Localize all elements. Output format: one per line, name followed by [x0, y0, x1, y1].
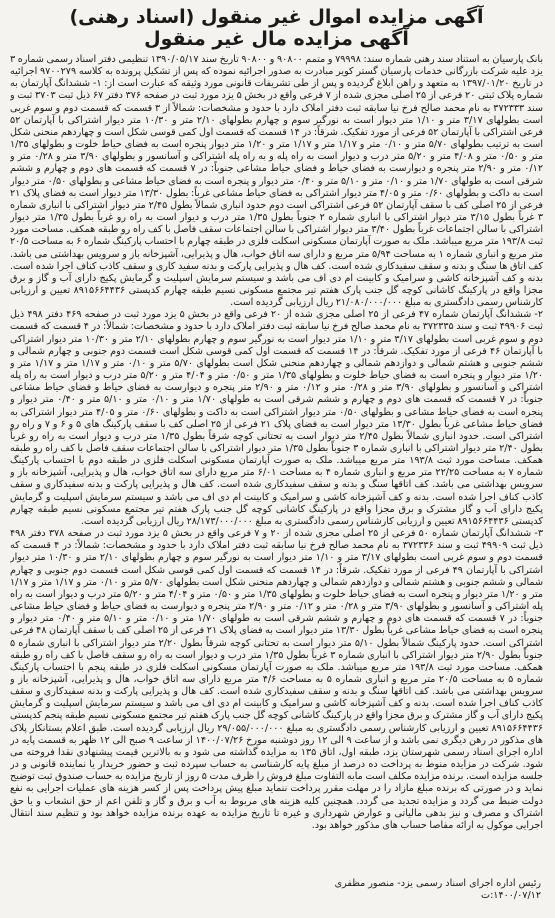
notice-title: آگهی مزایده اموال غیر منقول (اسناد رهنی): [69, 6, 484, 28]
notice-body: [10, 54, 543, 896]
notice-paragraph-1: بانک پارسیان به استناد سند رهنی شماره سند: ۷۹۹۹۸ و متمم ۹۰۸۰۰ و ۹۰۸۰۰ تاریخ سند ۱۳۹۰/۰۵/۱۷ تنظیمی دفتر اسناد رسمی شماره ۳ یزد علیه شرکت بازرگانی خدمات پارسیان گستر کویر مبادرت به صدور اجرائیه نموده که پس از تشکیل پرونده به کلاسه ۹۷۰۰۲۷۹ اجرائیه در تاریخ ۱۳۹۷/۰۱/۲۰ به متعهد و راهن ابلاغ گردیده و پس از طی تشریفات قانونی مورد وثیقه که عبارت است از: ۱- ششدانگ آپارتمان به شماره پلاک ثبتی ۲۰ فرعی از ۲۵ اصلی مجزی شده از ۷ فرعی واقع در بخش ۵ یزد مورد ثبت در صفحه ۳۷۶ دفتر ۶۷ ذیل ثبت ۳۷۰۳ ثبت و سند ۳۷۲۳۳۳ به نام محمد صالح فرخ نیا سابقه ثبت دفتر املاک دارد با حدود و مشخصات: شمالاً از ۳ قسمت که قسمت دوم و سوم غربی است بطولهای ۳/۱۷ متر و ۱/۱۰ متر دیوار است به نورگیر سوم و چهارم بطولهای ۲/۱۰ متر و ۱۰/۳۰ متر دیوار اشتراکی با آپارتمان ۵۲ فرعی اشتراکی با آپارتمان ۵۲ فرعی از مورد تفکیک. شرقاً: در ۱۴ قسمت که قسمت اول کمی قوسی شکل است و چهاردهم منحنی شکل است به ترتیب بطولهای ۵/۷۰ متر و ۰/۱۰ متر و ۱/۱۷ متر و ۱/۱۷ متر و ۱/۲۰ متر دیوار پنجره است به فضای حیاط خلوت و بطولهای ۱/۳۵ متر و ۰/۵۰ متر و ۴/۰۸ متر و ۵/۲۰ متر درب و دیوار است به راه پله و به راه پله اشتراکی و آسانسور و بطولهای ۳/۹۰ متر و ۰/۲۸ متر و ۰/۱۲ متر و ۲/۹۰ متر پنجره و دیوارست به فضای حیاط و فضای حیاط مشاعی جنوباً: در ۷ قسمت که قسمت های دوم و چهارم و ششم شرقی است به طولهای ۱/۷۰ متر و ۰/۱۰ متر و ۵/۱۰ متر و ۰/۴۰ متر دیوار و پنجره است به فضای حیاط مشاعی و بطولهای ۰/۵۰ متر دیوار است به داکت و بطولهای ۰/۶۰ متر و ۴/۰۵ متر دیوار اشتراکی به فضای حیاط مشاعی غرباً: بطول ۱۳/۳۰ متر دیوار است به فضای پلاک ۲۱ فرعی از ۲۵ اصلی کف با سقف آپارتمان ۵۲ فرعی اشتراکی است دوم حدود انباری شمالاً بطول ۲/۴۵ متر دیوار اشتراکی با انباری شماره ۳ غرباً بطول ۳/۱۵ متر دیوار اشتراکی با انباری شماره ۲ جنوباً بطول ۱/۳۵ متر درب و دیوار است به راه رو غرباً بطول ۱/۳۵ متر دیوار اشتراکی با سالن اجتماعات غرباً بطول ۳/۴۰ متر دیوار اشتراکی با سالن اجتماعات سقف فاصل با کف راه رو طبقه همکف. مساحت مورد ثبت ۱۹۳/۸ متر مربع میباشد. ملک به صورت آپارتمان مسکونی اسکلت فلزی در طبقه چهارم با احتساب پارکینگ شماره ۶ به مساحت ۲۰/۵ متر مربع و انباری شماره ۱ به مساحت ۵/۹۴ متر مربع و دارای سه اتاق خواب، هال و پذیرایی، آشپزخانه باز و سرویس بهداشتی می باشد. کف اتاق ها سنگ و بدنه و سقف سفیدکاری شده است. کف هال و پذیرایی پارکت و بدنه سفید کاری و سقف کاذب کناف اجرا شده است. بدنه و کف آشپزخانه کاشی و سرامیک و کابینت ام دی اف می باشد و سیستم سرمایش اسپلیت و گرمایش پکیج دارای آب و گاز و برق مجزا واقع در پارکینگ کاشانی کوچه گل جنب پارک هفتم تیر مجتمع مسکونی نسیم طبقه چهارم کدپستی ۸۹۱۵۶۶۴۴۳۶ تعیین و ارزیابی کارشناس رسمی دادگستری به مبلغ ۲۱/۰۸۰/۰۰۰/۰۰۰ ریال ارزیابی گردیده است.: [10, 54, 543, 309]
notice-header: [10, 6, 543, 50]
notice-date: ۱۴۰۰/۰۷/۱۲:ت: [481, 890, 541, 901]
notice-paragraph-3: ۳- ششدانگ آپارتمان شماره ۵۰ فرعی از ۲۵ اصلی مجزی شده از ۲۰ و ۷ فرعی واقع در بخش ۵ یزد مورد ثبت در صفحه ۳۷۸ دفتر ۴۹۸ ذیل ثبت ۴۹۹۰۹ ثبت و سند ۳۷۲۳۳۶ به نام محمد صالح فرخ نیا سابقه ثبت دفتر املاک دارد با حدود و مشخصات: شمالاً: در ۴ قسمت که قسمت دوم و سوم غربی است بطولهای ۳/۱۷ متر و ۱/۱۰ متر دیوار است به نورگیر سوم و چهارم بطولهای ۲/۱۰ متر و ۱۰/۳۰ متر دیوار اشتراکی با آپارتمان ۴۹ فرعی از مورد تفکیک. شرقاً: در ۱۴ قسمت که قسمت اول کمی قوسی شکل است قسمت دوم جنوبی و چهارم شمالی و ششم جنوبی و هشتم شمالی و دوازدهم شمالی و چهاردهم منحنی شکل است بطولهای ۵/۷۰ متر و ۰/۱۰ متر و ۱/۱۷ متر و ۱/۱۷ متر و ۱/۲۰ متر دیوار و پنجره است به فضای حیاط خلوت و بطولهای ۱/۳۵ متر و ۰/۵۰ متر و ۴/۰۴ متر و ۵/۲۰ متر درب و دیوار است به راه پله اشتراکی و آسانسور و بطولهای ۳/۹۰ متر و ۰/۲۸ متر و ۰/۱۲ متر و ۲/۹۰ متر پنجره و دیوارست به فضای حیاط و فضای حیاط مشاعی جنوباً: در ۷ قسمت که قسمت های دوم و چهارم و ششم شرقی است به طولهای ۱/۷۰ متر و ۰/۱۰ متر و ۵/۱۰ متر و ۰/۴۰ متر دیوار و پنجره است به فضای حیاط مشاعی غرباً بطول ۱۳/۳۰ متر دیوار است به فضای پلاک ۲۱ فرعی از ۲۵ اصلی کف با سقف آپارتمان ۴۸ فرعی اشتراکی است. حدود پارکینگ شمالاً بطول ۵/۱۰ متر دیوار است به تحتانی کوچه شرقاً بطول ۲/۲۰ متر دیوار اشتراکی با انباری شماره ۵ جنوباً بطول ۲/۹۰ متر دیوار اشتراکی با انباری شماره ۳ غرباً بطول ۱/۳۵ متر درب و دیوار است به راه رو سقف فاصل با کف راه رو طبقه همکف. مساحت مورد ثبت ۱۹۳/۸ متر مربع میباشد. ملک به صورت آپارتمان مسکونی اسکلت فلزی در طبقه پنجم با احتساب پارکینگ شماره ۵ به مساحت ۲۰/۵ متر مربع و انباری شماره ۵ به مساحت ۴/۶ متر مربع دارای سه اتاق خواب، هال و پذیرایی، آشپزخانه باز و سرویس بهداشتی می باشد. کف اتاقها سنگ و بدنه و سقف سفیدکاری شده است. کف هال و پذیرایی پارکت و بدنه سفیدکاری و سقف کاذب کناف اجرا شده است. بدنه و کف آشپزخانه کاشی و سرامیک و کابینت ام دی اف می باشد و سیستم سرمایش اسپلیت و گرمایش پکیج دارای آب و گاز مشترک و برق مجزا واقع در پارکینگ کاشانی کوچه گل جنب پارک هفتم تیر مجتمع مسکونی نسیم طبقه پنجم کدپستی ۸۹۱۵۶۶۴۴۳۶ تعیین و ارزیابی کارشناس رسمی دادگستری به مبلغ ۲۹/۰۵۵/۰۰۰/۰۰۰ ریال ارزیابی گردیده است. طبق اعلام بستانکار پلاک های مذکور در رهن دیگری نمی باشد و از ساعت ۹ الی ۱۲ روز دوشنبه مورخ ۱۴۰۰/۰۷/۲۶ از ساعت ۹ صبح الی ۱۲ ظهر به قسمت پایه در اداره اجرای اسناد رسمی شهرستان یزد، طبقه اول، اتاق ۱۳۵ به مزایده گذاشته می شود و به بالاترین قیمت پیشنهادی نقدا فروخته می شود. شرکت در مزایده منوط به پرداخت ده درصد از مبلغ پایه کارشناسی به حساب سپرده ثبت و حضور خریدار یا نماینده قانونی و در جلسه مزایده است. برنده مزایده مکلف است مابه التفاوت مبلغ فروش را ظرف مدت ۵ روز از تاریخ مزایده به حساب صندوق ثبت توضیح نماید و در صورتی که برنده مبلغ مازاد را در مهلت مقرر پرداخت ننماید مبلغ پیش پرداخت پس از کسر هزینه های عملیات اجرایی به نفع دولت ضبط می گردد و مزایده تجدید می گردد. همچنین کلیه هزینه های مربوط به آب و برق و گاز و تلفن اعم از حق انشعاب و یا حق اشتراک و مصرف و نیز بدهی مالیاتی و عوارض شهرداری و غیره تا تاریخ مزایده به عهده برنده مزایده خواهد بود و تنظیم سند انتقال اجرایی موکول به ارائه مفاصا حساب های مذکور خواهد بود.: [10, 528, 543, 831]
signature-block: [14, 878, 541, 902]
signature-line: رئیس اداره اجرای اسناد رسمی یزد- منصور مظفری: [334, 878, 541, 889]
notice-subtitle: آگهی مزایده مال غیر منقول: [144, 28, 409, 50]
notice-paragraph-2: ۲- ششدانگ آپارتمان شماره ۴۷ فرعی از ۲۵ اصلی مجزی شده از ۲۰ فرعی واقع در بخش ۵ یزد مورد ثبت در صفحه ۴۶۹ دفتر ۴۹۸ ذیل ثبت ۴۹۹۰۶ ثبت و سند ۳۷۲۳۳۵ به نام محمد صالح فرخ نیا سابقه ثبت دفتر املاک دارد با حدود و مشخصات: شمالاً: در ۴ قسمت که قسمت دوم و سوم غربی است بطولهای ۳/۱۷ متر و ۱/۱۰ متر دیوار است به نورگیر سوم و چهارم بطولهای ۲/۱۰ متر و ۱۰/۳۰ متر دیوار اشتراکی با آپارتمان ۴۶ فرعی از مورد تفکیک. شرقاً: در ۱۴ قسمت که قسمت اول کمی قوسی شکل است قسمت دوم جنوبی و چهارم شمالی و ششم جنوبی و هشتم شمالی و دوازدهم شمالی و چهاردهم منحنی شکل است بطولهای ۵/۷۰ متر و ۰/۱۰ متر و ۱/۱۷ متر و ۱/۱۷ متر و ۱/۲۰ متر دیوار و پنجره است به فضای حیاط خلوت و بطولهای ۱/۳۵ متر و ۰/۵۰ متر و ۴/۰۴ متر و ۵/۲۰ متر درب و دیوار است به راه پله اشتراکی و آسانسور و بطولهای ۳/۹۰ متر و ۰/۲۸ متر و ۰/۱۲ متر و ۲/۹۰ متر پنجره و دیوارست به فضای حیاط و فضای حیاط مشاعی جنوباً: در ۷ قسمت که قسمت های دوم و چهارم و ششم شرقی است به طولهای ۱/۷۰ متر و ۰/۱۰ متر و ۵/۱۰ متر و ۰/۴۰ متر دیوار و پنجره است به فضای حیاط مشاعی و بطولهای ۰/۵۰ متر دیوار اشتراکی است به داکت و بطولهای ۰/۶۰ متر و ۴/۰۵ متر دیوار اشتراکی به فضای حیاط مشاعی غرباً بطول ۱۳/۳۰ متر دیوار است به فضای پلاک ۲۱ فرعی از ۲۵ اصلی کف با سقف پارکینگ های ۵ و ۶ و ۷ و راه رو اشتراکی است. حدود انباری شمالاً بطول ۲/۴۵ متر دیوار است به تحتانی کوچه شرقاً بطول ۱/۳۵ متر درب و دیوار است به راه رو غرباً بطول ۲/۴۰ متر دیوار اشتراکی با انباری شماره ۳ جنوباً بطول ۱/۳۵ متر دیوار اشتراکی با سالن اجتماعات سقف فاصل با کف راه رو طبقه همکف. مساحت مورد ثبت ۱۹۳/۸ متر مربع میباشد. ملک به صورت آپارتمان مسکونی اسکلت فلزی در طبقه دوم با احتساب پارکینگ شماره ۷ به مساحت ۲۲/۲۵ متر مربع و انباری شماره ۴ به مساحت ۶/۰۱ متر مربع دارای سه اتاق خواب، هال و پذیرایی، آشپزخانه باز و سرویس بهداشتی می باشد. کف اتاقها سنگ و بدنه و سقف سفیدکاری شده است. کف هال و پذیرایی پارکت و بدنه سفیدکاری و سقف کاذب کناف اجرا شده است. بدنه و کف آشپزخانه کاشی و سرامیک و کابینت ام دی اف می باشد و سیستم سرمایش اسپلیت و گرمایش پکیج دارای آب و گاز مشترک و برق مجزا واقع در پارکینگ کاشانی کوچه گل جنب پارک هفتم تیر مجتمع مسکونی نسیم طبقه چهارم کدپستی ۸۹۱۵۶۶۴۴۳۶ تعیین و ارزیابی کارشناس رسمی دادگستری به مبلغ ۲۸/۱۷۳/۰۰۰/۰۰۰ ریال ارزیابی گردیده است.: [10, 309, 543, 527]
